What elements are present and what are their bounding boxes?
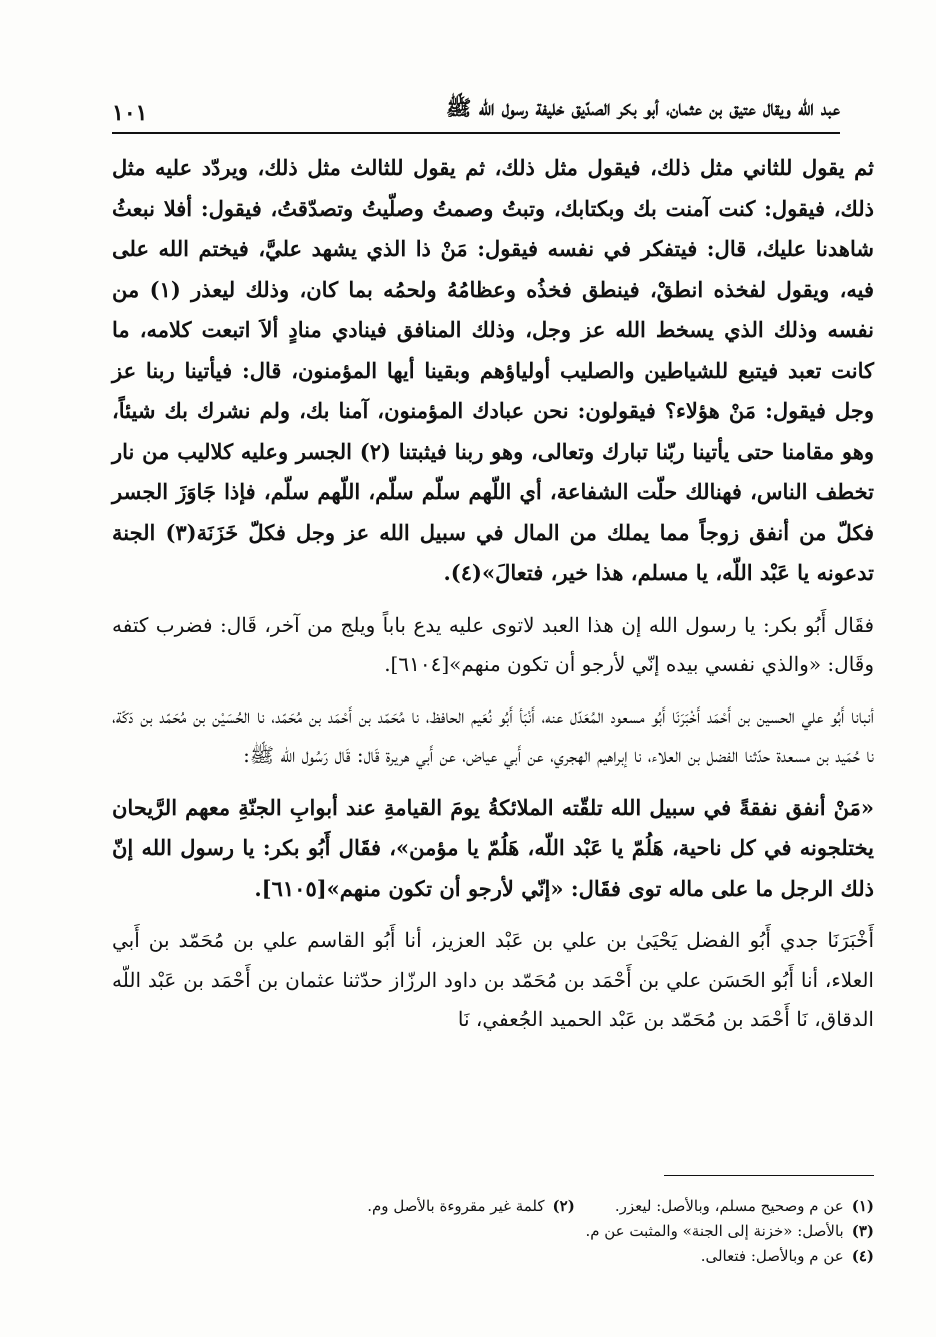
isnad-paragraph: أنبانا أَبُو علي الحسين بن أَحْمَد أَخْبَرَنَا أَبُو مسعود المُعَدّل عنه، أَنْبَأ أَبُو نُعَيم الحافظ، نا مُحَمّد بن أَحْمَد بن مُحَمّد، نا الحُسَيْن بن مُحَمّد بن دَكّة، نا حُمَيد بن مسعدة حدّثنا الفضل بن العلاء، نا إبراهيم الهجري، عن أَبي عياض، عن أَبي هريرة قَال: قَال رَسُول الله ﷺ: [112, 703, 874, 767]
footnote: (١)عن م وصحيح مسلم، وبالأصل: ليعزر. [614, 1197, 874, 1215]
main-text [112, 148, 874, 1040]
footnote: (٢)كلمة غير مقروءة بالأصل وم. [367, 1197, 575, 1215]
hadith-paragraph: ثم يقول للثاني مثل ذلك، فيقول مثل ذلك، ثم يقول للثالث مثل ذلك، ويردّد عليه مثل ذلك، فيقول: كنت آمنت بك وبكتابك، وتبتُ وصمتُ وصلّيتُ وتصدّقتُ، فيقول: أفلا نبعثُ شاهدنا عليك، قال: فيتفكر في نفسه فيقول: مَنْ ذا الذي يشهد عليَّ، فيختم الله على فيه، ويقول لفخذه انطقْ، فينطق فخذُه وعظامُهُ ولحمُه بما كان، وذلك ليعذر (١) من نفسه وذلك الذي يسخط الله عز وجل، وذلك المنافق فينادي منادٍ ألاَ اتبعت كلامه، ما كانت تعبد فيتبع للشياطين والصليب أولياؤهم وبقينا أيها المؤمنون، قال: فيأتينا ربنا عز وجل فيقول: مَنْ هؤلاء؟ فيقولون: نحن عبادك المؤمنون، آمنا بك، ولم نشرك بك شيئاً، وهو مقامنا حتى يأتينا ربّنا تبارك وتعالى، وهو ربنا فيثبتنا (٢) الجسر وعليه كلاليب من نار تخطف الناس، فهنالك حلّت الشفاعة، أي اللّهم سلّم سلّم، اللّهم سلّم، فإذا جَاوَزَ الجسر فكلّ من أنفق زوجاً مما يملك من المال في سبيل الله عز وجل فكلّ خَزَنَة(٣) الجنة تدعونه يا عَبْد اللّه، يا مسلم، هذا خير، فتعالَ»(٤). [112, 155, 874, 585]
page-header [112, 86, 840, 134]
hadith-paragraph: «مَنْ أنفق نفقةً في سبيل الله تلقّته الملائكةُ يومَ القيامةِ عند أبوابِ الجنّةِ معهم الرَّيحان يختلجونه في كل ناحية، هَلُمّ يا عَبْد اللّه، هَلُمّ يا مؤمن»، فقَال أَبُو بكر: يا رسول الله إنّ ذلك الرجل ما على ماله توى فقَال: «إنّي لأرجو أن تكون منهم»[٦١٠٥]. [112, 794, 874, 901]
footnotes [112, 1194, 874, 1269]
footnote: (٤)عن م وبالأصل: فتعالى. [700, 1247, 874, 1265]
page-number: ١٠١ [112, 100, 148, 126]
isnad-paragraph: أَخْبَرَنَا جدي أَبُو الفضل يَحْيَىٰ بن علي بن عَبْد العزيز، أنا أَبُو القاسم علي بن مُحَمّد بن أَبي العلاء، أنا أَبُو الحَسَن علي بن أَحْمَد بن مُحَمّد بن داود الرزّاز حدّثنا عثمان بن أَحْمَد بن عَبْد اللّه الدقاق، نَا أَحْمَد بن مُحَمّد بن عَبْد الحميد الجُعفي، نَا [112, 928, 874, 1031]
running-head: عبد الله ويقال عتيق بن عثمان، أبو بكر الصدّيق خليفة رسول الله ﷺ [446, 95, 840, 120]
narration-paragraph: فقَال أَبُو بكر: يا رسول الله إن هذا العبد لاتوى عليه يدع باباً ويلج من آخر، قَال: فضرب كتفه وقَال: «والذي نفسي بيده إنّي لأرجو أن تكون منهم»[٦١٠٤]. [112, 612, 874, 676]
footnote-divider [664, 1175, 874, 1176]
footnote: (٣)بالأصل: «خزنة إلى الجنة» والمثبت عن م. [585, 1222, 874, 1240]
